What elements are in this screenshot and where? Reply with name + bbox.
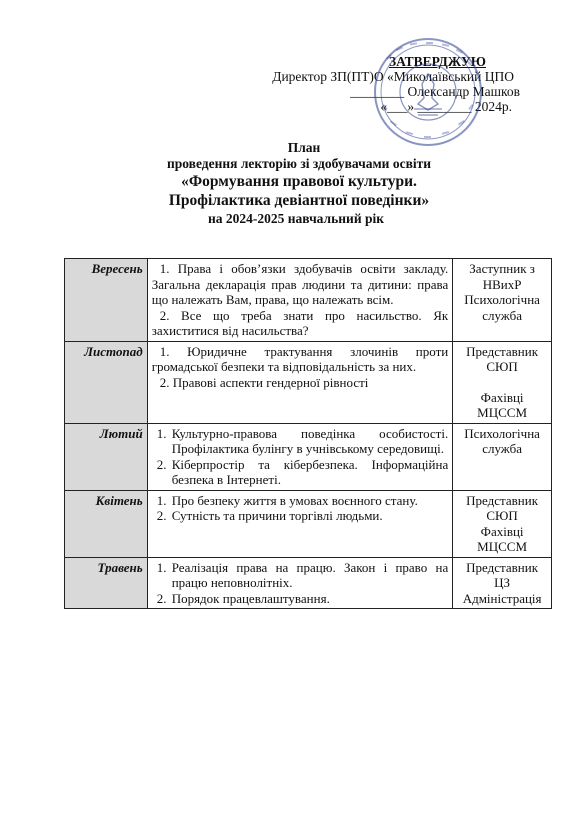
responsible-item: Фахівці МЦССМ [477, 389, 528, 420]
table-row [65, 490, 552, 557]
topic-item: 1. Про безпеку життя в умовах воєнного стану. [170, 493, 449, 509]
approval-date-line: «___» ________ 2024р. [380, 99, 512, 114]
plan-academic-year: на 2024-2025 навчальний рік [207, 211, 385, 226]
plan-subtitle: проведення лекторію зі здобувачами освіти [166, 156, 432, 171]
responsible-item: Заступник з НВихР [469, 261, 535, 292]
responsible-item: Представник СЮП [466, 343, 539, 374]
topic-item: 2. Правові аспекти гендерної рівності [159, 374, 369, 390]
responsible-cell [453, 341, 552, 423]
plan-title-block [0, 140, 578, 227]
topics-cell [147, 490, 453, 557]
official-seal-icon [372, 36, 484, 148]
topic-item: 1. Культурно-правова поведінка особистості. Профілактика булінгу в учнівському середовищі. [170, 426, 449, 457]
topic-item: 2. Порядок працевлаштування. [170, 591, 449, 607]
topics-cell [147, 259, 453, 342]
responsible-item: Психологічна служба [464, 292, 540, 323]
month-cell: Лютий [65, 423, 148, 490]
plan-theme-line-2: Профілактика девіантної поведінки» [168, 192, 430, 209]
topic-list [152, 560, 449, 607]
approval-director-line: Директор ЗП(ПТ)О «Миколаївський ЦПО [272, 69, 514, 84]
responsible-cell [453, 423, 552, 490]
topic-list [152, 493, 449, 524]
plan-theme-line-1: «Формування правової культури. [181, 173, 417, 190]
responsible-item: Психологічна служба [464, 425, 540, 456]
approval-signature-line: ________ Олександр Машков [350, 84, 520, 99]
topic-item: 2. Все що треба знати про насильство. Як захиститися від насильства? [151, 307, 449, 338]
responsible-item: Фахівці МЦССМ [477, 523, 528, 554]
topics-cell [147, 341, 453, 423]
table-row [65, 259, 552, 342]
table-row [65, 341, 552, 423]
topics-cell [147, 557, 453, 609]
topic-item: 2. Сутність та причини торгівлі людьми. [170, 508, 449, 524]
approval-heading: ЗАТВЕРДЖУЮ [388, 54, 486, 69]
responsible-cell [453, 259, 552, 342]
topic-item: 2. Кіберпростір та кібербезпека. Інформаційна безпека в Інтернеті. [170, 457, 449, 488]
responsible-cell [453, 557, 552, 609]
topic-item: 1. Реалізація права на працю. Закон і право на працю неповнолітніх. [170, 560, 449, 591]
table-row [65, 423, 552, 490]
table-row [65, 557, 552, 609]
responsible-spacer [457, 375, 547, 390]
plan-title: План [287, 140, 321, 155]
plan-table [64, 258, 552, 609]
topic-list [152, 426, 449, 488]
month-cell: Листопад [65, 341, 148, 423]
topics-cell [147, 423, 453, 490]
responsible-cell [453, 490, 552, 557]
month-cell: Вересень [65, 259, 148, 342]
topic-item: 1. Права і обов’язки здобувачів освіти закладу. Загальна декларація прав людини та дитини: права що належать Вам, права, що належать всім. [151, 261, 449, 307]
topic-item: 1. Юридичне трактування злочинів проти громадської безпеки та відповідальність за них. [151, 343, 449, 374]
responsible-item: Адміністрація [462, 590, 542, 606]
responsible-item: Представник СЮП [466, 492, 539, 523]
month-cell: Травень [65, 557, 148, 609]
responsible-item: Представник ЦЗ [466, 559, 539, 590]
month-cell: Квітень [65, 490, 148, 557]
